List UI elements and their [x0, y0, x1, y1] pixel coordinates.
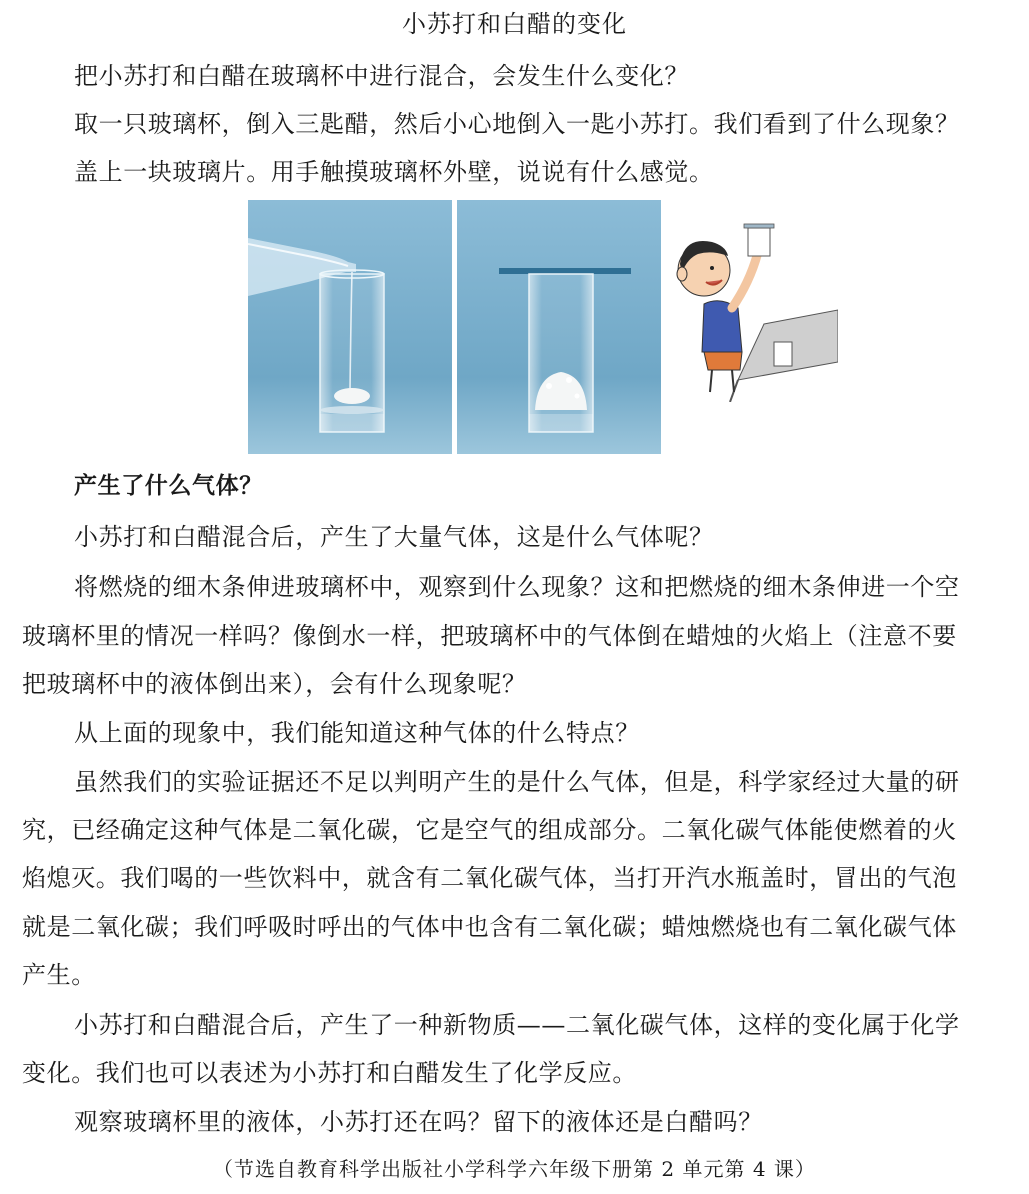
paragraph-5-line-2: 变化。我们也可以表述为小苏打和白醋发生了化学反应。	[22, 1059, 637, 1087]
paragraph-2-line-3: 把玻璃杯中的液体倒出来），会有什么现象呢？	[22, 670, 527, 698]
paragraph-4-line-2: 究，已经确定这种气体是二氧化碳，它是空气的组成部分。二氧化碳气体能使燃着的火	[22, 816, 957, 844]
intro-line-2: 取一只玻璃杯，倒入三匙醋，然后小心地倒入一匙小苏打。我们看到了什么现象？	[74, 110, 960, 138]
paragraph-4-line-4: 就是二氧化碳；我们呼吸时呼出的气体中也含有二氧化碳；蜡烛燃烧也有二氧化碳气体	[22, 913, 957, 941]
intro-line-3: 盖上一块玻璃片。用手触摸玻璃杯外壁，说说有什么感觉。	[74, 158, 714, 186]
paragraph-4-line-1: 虽然我们的实验证据还不足以判明产生的是什么气体，但是，科学家经过大量的研	[74, 768, 960, 796]
section-heading: 产生了什么气体？	[74, 473, 263, 499]
paragraph-4-line-3: 焰熄灭。我们喝的一些饮料中，就含有二氧化碳气体，当打开汽水瓶盖时，冒出的气泡	[22, 864, 957, 892]
source-caption: （节选自教育科学出版社小学科学六年级下册第 2 单元第 4 课）	[213, 1157, 816, 1181]
paragraph-4-line-5: 产生。	[22, 961, 96, 989]
page-title: 小苏打和白醋的变化	[402, 10, 627, 38]
illustration-boy-touching-glass	[668, 212, 838, 402]
paragraph-1: 小苏打和白醋混合后，产生了大量气体，这是什么气体呢？	[74, 523, 714, 551]
photo-covered-glass	[457, 200, 661, 454]
paragraph-5-line-1: 小苏打和白醋混合后，产生了一种新物质——二氧化碳气体，这样的变化属于化学	[74, 1011, 960, 1039]
paragraph-3: 从上面的现象中，我们能知道这种气体的什么特点？	[74, 719, 640, 747]
paragraph-2-line-1: 将燃烧的细木条伸进玻璃杯中，观察到什么现象？这和把燃烧的细木条伸进一个空	[74, 573, 960, 601]
intro-line-1: 把小苏打和白醋在玻璃杯中进行混合，会发生什么变化？	[74, 62, 689, 90]
paragraph-6: 观察玻璃杯里的液体，小苏打还在吗？留下的液体还是白醋吗？	[74, 1108, 763, 1136]
photo-pouring-vinegar	[248, 200, 452, 454]
paragraph-2-line-2: 玻璃杯里的情况一样吗？像倒水一样，把玻璃杯中的气体倒在蜡烛的火焰上（注意不要	[22, 622, 957, 650]
